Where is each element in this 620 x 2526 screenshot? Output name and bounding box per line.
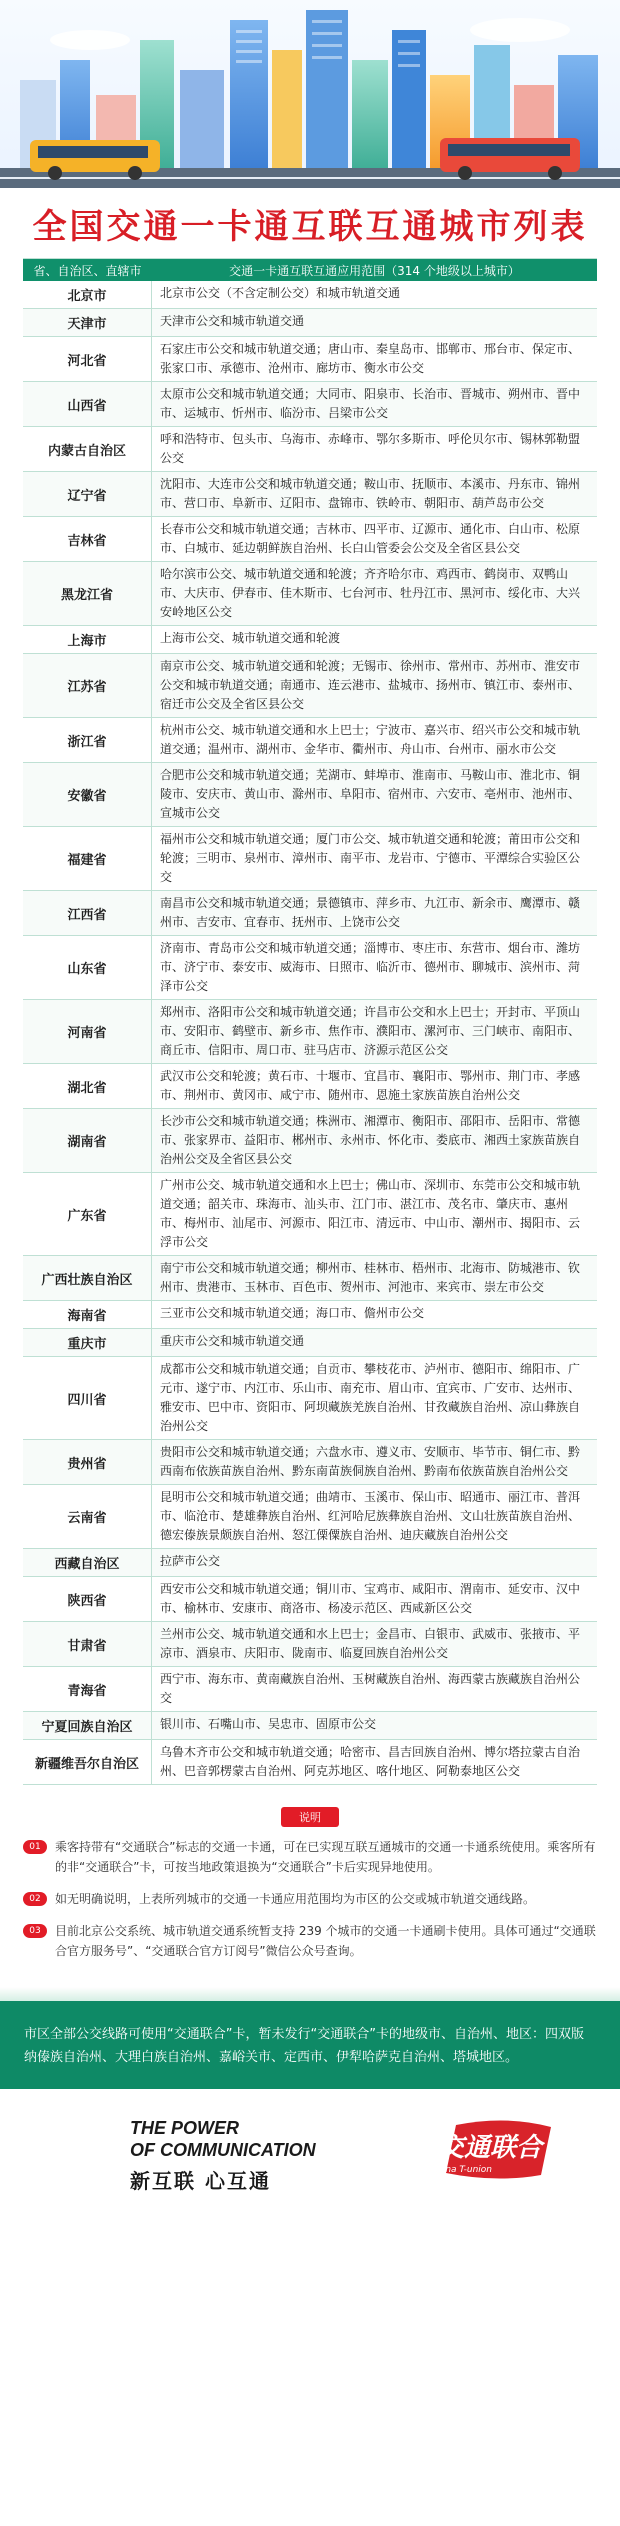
- cities-cell: 太原市公交和城市轨道交通；大同市、阳泉市、长治市、晋城市、朔州市、晋中市、运城市、忻州市、临汾市、吕梁市公交: [160, 387, 581, 420]
- note-text: 乘客持带有“交通联合”标志的交通一卡通，可在已实现互联互通城市的交通一卡通系统使用。乘客所有的非“交通联合”卡，可按当地政策退换为“交通联合”卡后实现异地使用。: [55, 1840, 596, 1874]
- cities-cell: 贵阳市公交和城市轨道交通；六盘水市、遵义市、安顺市、毕节市、铜仁市、黔西南布依族苗族自治州、黔东南苗族侗族自治州、黔南布依族苗族自治州公交: [160, 1445, 581, 1478]
- table-row: [23, 1577, 597, 1622]
- table-row: [23, 827, 597, 891]
- cities-cell: 昆明市公交和城市轨道交通；曲靖市、玉溪市、保山市、昭通市、丽江市、普洱市、临沧市、楚雄彝族自治州、红河哈尼族彝族自治州、文山壮族苗族自治州、德宏傣族景颇族自治州、怒江傈僳族自治州、迪庆藏族自治州公交: [160, 1490, 581, 1542]
- note-number-badge: 01: [23, 1840, 47, 1854]
- cities-cell: 石家庄市公交和城市轨道交通；唐山市、秦皇岛市、邯郸市、邢台市、保定市、张家口市、承德市、沧州市、廊坊市、衡水市公交: [160, 342, 581, 375]
- province-cell: 青海省: [23, 1667, 152, 1711]
- cities-cell: 天津市公交和城市轨道交通: [160, 314, 305, 328]
- table-body: [23, 281, 597, 1785]
- province-cell: 西藏自治区: [23, 1549, 152, 1576]
- table-row: [23, 1622, 597, 1667]
- table-row: [23, 1301, 597, 1329]
- table-row: [23, 1440, 597, 1485]
- table-row: [23, 1357, 597, 1440]
- table-row: [23, 309, 597, 337]
- cities-cell: 兰州市公交、城市轨道交通和水上巴士；金昌市、白银市、武威市、张掖市、平凉市、酒泉市、庆阳市、陇南市、临夏回族自治州公交: [160, 1627, 581, 1660]
- slogan-english-line2: OF COMMUNICATION: [130, 2140, 316, 2160]
- header-scope: 交通一卡通互联互通应用范围（314 个地级以上城市）: [229, 263, 520, 278]
- cities-cell: 西宁市、海东市、黄南藏族自治州、玉树藏族自治州、海西蒙古族藏族自治州公交: [160, 1672, 581, 1705]
- province-cell: 福建省: [23, 827, 152, 890]
- notes-list: [23, 1837, 597, 1961]
- province-cell: 山西省: [23, 382, 152, 426]
- province-cell: 吉林省: [23, 517, 152, 561]
- table-header: [23, 259, 597, 281]
- table-row: [23, 1740, 597, 1785]
- table-row: [23, 1485, 597, 1549]
- note-text: 目前北京公交系统、城市轨道交通系统暂支持 239 个城市的交通一卡通刷卡使用。具体可通过“交通联合官方服务号”、“交通联合官方订阅号”微信公众号查询。: [55, 1924, 596, 1958]
- cities-cell: 广州市公交、城市轨道交通和水上巴士；佛山市、深圳市、东莞市公交和城市轨道交通；韶关市、珠海市、汕头市、江门市、湛江市、茂名市、肇庆市、惠州市、梅州市、汕尾市、河源市、阳江市、清远市、中山市、潮州市、揭阳市、云浮市公交: [160, 1178, 581, 1249]
- note-number-badge: 02: [23, 1892, 47, 1906]
- note-item: [23, 1837, 597, 1877]
- table-row: [23, 891, 597, 936]
- cities-cell: 长沙市公交和城市轨道交通；株洲市、湘潭市、衡阳市、邵阳市、岳阳市、常德市、张家界市、益阳市、郴州市、永州市、怀化市、娄底市、湘西土家族苗族自治州公交及全省区县公交: [160, 1114, 581, 1166]
- table-row: [23, 1712, 597, 1740]
- cities-cell: 上海市公交、城市轨道交通和轮渡: [160, 631, 341, 645]
- table-row: [23, 1109, 597, 1173]
- table-row: [23, 1064, 597, 1109]
- province-cell: 河北省: [23, 337, 152, 381]
- table-row: [23, 654, 597, 718]
- cities-cell: 杭州市公交、城市轨道交通和水上巴士；宁波市、嘉兴市、绍兴市公交和城市轨道交通；温州市、湖州市、金华市、衢州市、舟山市、台州市、丽水市公交: [160, 723, 581, 756]
- province-cell: 江西省: [23, 891, 152, 935]
- province-cell: 安徽省: [23, 763, 152, 826]
- cities-cell: 乌鲁木齐市公交和城市轨道交通；哈密市、昌吉回族自治州、博尔塔拉蒙古自治州、巴音郭楞蒙古自治州、阿克苏地区、喀什地区、阿勒泰地区公交: [160, 1745, 581, 1778]
- province-cell: 宁夏回族自治区: [23, 1712, 152, 1739]
- logo-subtext: China T-union: [430, 2165, 492, 2175]
- table-row: [23, 1549, 597, 1577]
- slogan-english-line1: THE POWER: [130, 2118, 240, 2138]
- province-cell: 河南省: [23, 1000, 152, 1063]
- table-row: [23, 382, 597, 427]
- cities-cell: 三亚市公交和城市轨道交通；海口市、儋州市公交: [160, 1306, 425, 1320]
- cities-cell: 福州市公交和城市轨道交通；厦门市公交、城市轨道交通和轮渡；莆田市公交和轮渡；三明市、泉州市、漳州市、南平市、龙岩市、宁德市、平潭综合实验区公交: [160, 832, 581, 884]
- footer: [0, 2089, 620, 2229]
- cities-cell: 南京市公交、城市轨道交通和轮渡；无锡市、徐州市、常州市、苏州市、淮安市公交和城市轨道交通；南通市、连云港市、盐城市、扬州市、镇江市、泰州市、宿迁市公交及全省区县公交: [160, 659, 581, 711]
- cities-cell: 哈尔滨市公交、城市轨道交通和轮渡；齐齐哈尔市、鸡西市、鹤岗市、双鸭山市、大庆市、伊春市、佳木斯市、七台河市、牡丹江市、黑河市、绥化市、大兴安岭地区公交: [160, 567, 581, 619]
- table-row: [23, 472, 597, 517]
- cities-cell: 武汉市公交和轮渡；黄石市、十堰市、宜昌市、襄阳市、鄂州市、荆门市、孝感市、荆州市、黄冈市、咸宁市、随州市、恩施土家族苗族自治州公交: [160, 1069, 581, 1102]
- cities-cell: 北京市公交（不含定制公交）和城市轨道交通: [160, 286, 401, 300]
- slogan-english: [130, 2117, 316, 2161]
- province-cell: 贵州省: [23, 1440, 152, 1484]
- table-row: [23, 1256, 597, 1301]
- city-skyline-illustration: [0, 0, 620, 188]
- province-cell: 广西壮族自治区: [23, 1256, 152, 1300]
- header-province: 省、自治区、直辖市: [33, 263, 142, 278]
- table-row: [23, 763, 597, 827]
- province-cell: 黑龙江省: [23, 562, 152, 625]
- page-title: 全国交通一卡通互联互通城市列表: [32, 206, 588, 247]
- cities-cell: 银川市、石嘴山市、吴忠市、固原市公交: [160, 1717, 377, 1731]
- slogan-chinese: 新互联 心互通: [130, 2169, 271, 2193]
- province-cell: 湖南省: [23, 1109, 152, 1172]
- note-item: [23, 1889, 597, 1909]
- cities-cell: 成都市公交和城市轨道交通；自贡市、攀枝花市、泸州市、德阳市、绵阳市、广元市、遂宁市、内江市、乐山市、南充市、眉山市、宜宾市、广安市、达州市、雅安市、巴中市、资阳市、阿坝藏族羌族自治州、甘孜藏族自治州、凉山彝族自治州公交: [160, 1362, 581, 1433]
- table-row: [23, 562, 597, 626]
- title-area: [0, 188, 620, 258]
- province-cell: 云南省: [23, 1485, 152, 1548]
- table-row: [23, 517, 597, 562]
- table-row: [23, 1667, 597, 1712]
- province-cell: 新疆维吾尔自治区: [23, 1740, 152, 1784]
- province-cell: 浙江省: [23, 718, 152, 762]
- table-row: [23, 626, 597, 654]
- notes-heading-wrap: [0, 1807, 620, 1827]
- cities-cell: 呼和浩特市、包头市、乌海市、赤峰市、鄂尔多斯市、呼伦贝尔市、锡林郭勒盟公交: [160, 432, 581, 465]
- notice-banner: 市区全部公交线路可使用“交通联合”卡，暂未发行“交通联合”卡的地级市、自治州、地区：四双版纳傣族自治州、大理白族自治州、嘉峪关市、定西市、伊犁哈萨克自治州、塔城地区。: [0, 2001, 620, 2089]
- table-row: [23, 1173, 597, 1256]
- province-cell: 山东省: [23, 936, 152, 999]
- cities-cell: 西安市公交和城市轨道交通；铜川市、宝鸡市、咸阳市、渭南市、延安市、汉中市、榆林市、安康市、商洛市、杨凌示范区、西咸新区公交: [160, 1582, 581, 1615]
- cities-cell: 沈阳市、大连市公交和城市轨道交通；鞍山市、抚顺市、本溪市、丹东市、锦州市、营口市、阜新市、辽阳市、盘锦市、铁岭市、朝阳市、葫芦岛市公交: [160, 477, 581, 510]
- province-cell: 重庆市: [23, 1329, 152, 1356]
- province-cell: 天津市: [23, 309, 152, 336]
- province-cell: 内蒙古自治区: [23, 427, 152, 471]
- table-row: [23, 1329, 597, 1357]
- note-item: [23, 1921, 597, 1961]
- province-cell: 广东省: [23, 1173, 152, 1255]
- cities-cell: 南宁市公交和城市轨道交通；柳州市、桂林市、梧州市、北海市、防城港市、钦州市、贵港市、玉林市、百色市、贺州市、河池市、来宾市、崇左市公交: [160, 1261, 581, 1294]
- province-cell: 四川省: [23, 1357, 152, 1439]
- province-cell: 江苏省: [23, 654, 152, 717]
- province-cell: 辽宁省: [23, 472, 152, 516]
- cities-cell: 拉萨市公交: [160, 1554, 221, 1568]
- cities-cell: 济南市、青岛市公交和城市轨道交通；淄博市、枣庄市、东营市、烟台市、潍坊市、济宁市、泰安市、威海市、日照市、临沂市、德州市、聊城市、滨州市、菏泽市公交: [160, 941, 581, 993]
- note-text: 如无明确说明，上表所列城市的交通一卡通应用范围均为市区的公交或城市轨道交通线路。: [55, 1892, 536, 1906]
- notes-heading: 说明: [281, 1807, 339, 1827]
- cities-cell: 南昌市公交和城市轨道交通；景德镇市、萍乡市、九江市、新余市、鹰潭市、赣州市、吉安市、宜春市、抚州市、上饶市公交: [160, 896, 581, 929]
- table-row: [23, 281, 597, 309]
- city-table: [23, 258, 597, 1785]
- cities-cell: 郑州市、洛阳市公交和城市轨道交通；许昌市公交和水上巴士；开封市、平顶山市、安阳市、鹤壁市、新乡市、焦作市、濮阳市、漯河市、三门峡市、南阳市、商丘市、信阳市、周口市、驻马店市、济源示范区公交: [160, 1005, 581, 1057]
- logo-text: 交通联合: [437, 2133, 542, 2163]
- table-row: [23, 1000, 597, 1064]
- table-row: [23, 337, 597, 382]
- province-cell: 甘肃省: [23, 1622, 152, 1666]
- province-cell: 上海市: [23, 626, 152, 653]
- table-row: [23, 936, 597, 1000]
- table-row: [23, 718, 597, 763]
- province-cell: 湖北省: [23, 1064, 152, 1108]
- cities-cell: 重庆市公交和城市轨道交通: [160, 1334, 305, 1348]
- province-cell: 海南省: [23, 1301, 152, 1328]
- note-number-badge: 03: [23, 1924, 47, 1938]
- province-cell: 陕西省: [23, 1577, 152, 1621]
- header-illustration: [0, 0, 620, 188]
- cities-cell: 长春市公交和城市轨道交通；吉林市、四平市、辽源市、通化市、白山市、松原市、白城市、延边朝鲜族自治州、长白山管委会公交及全省区县公交: [160, 522, 581, 555]
- cities-cell: 合肥市公交和城市轨道交通；芜湖市、蚌埠市、淮南市、马鞍山市、淮北市、铜陵市、安庆市、黄山市、滁州市、阜阳市、宿州市、六安市、亳州市、池州市、宣城市公交: [160, 768, 581, 820]
- table-row: [23, 427, 597, 472]
- province-cell: 北京市: [23, 281, 152, 308]
